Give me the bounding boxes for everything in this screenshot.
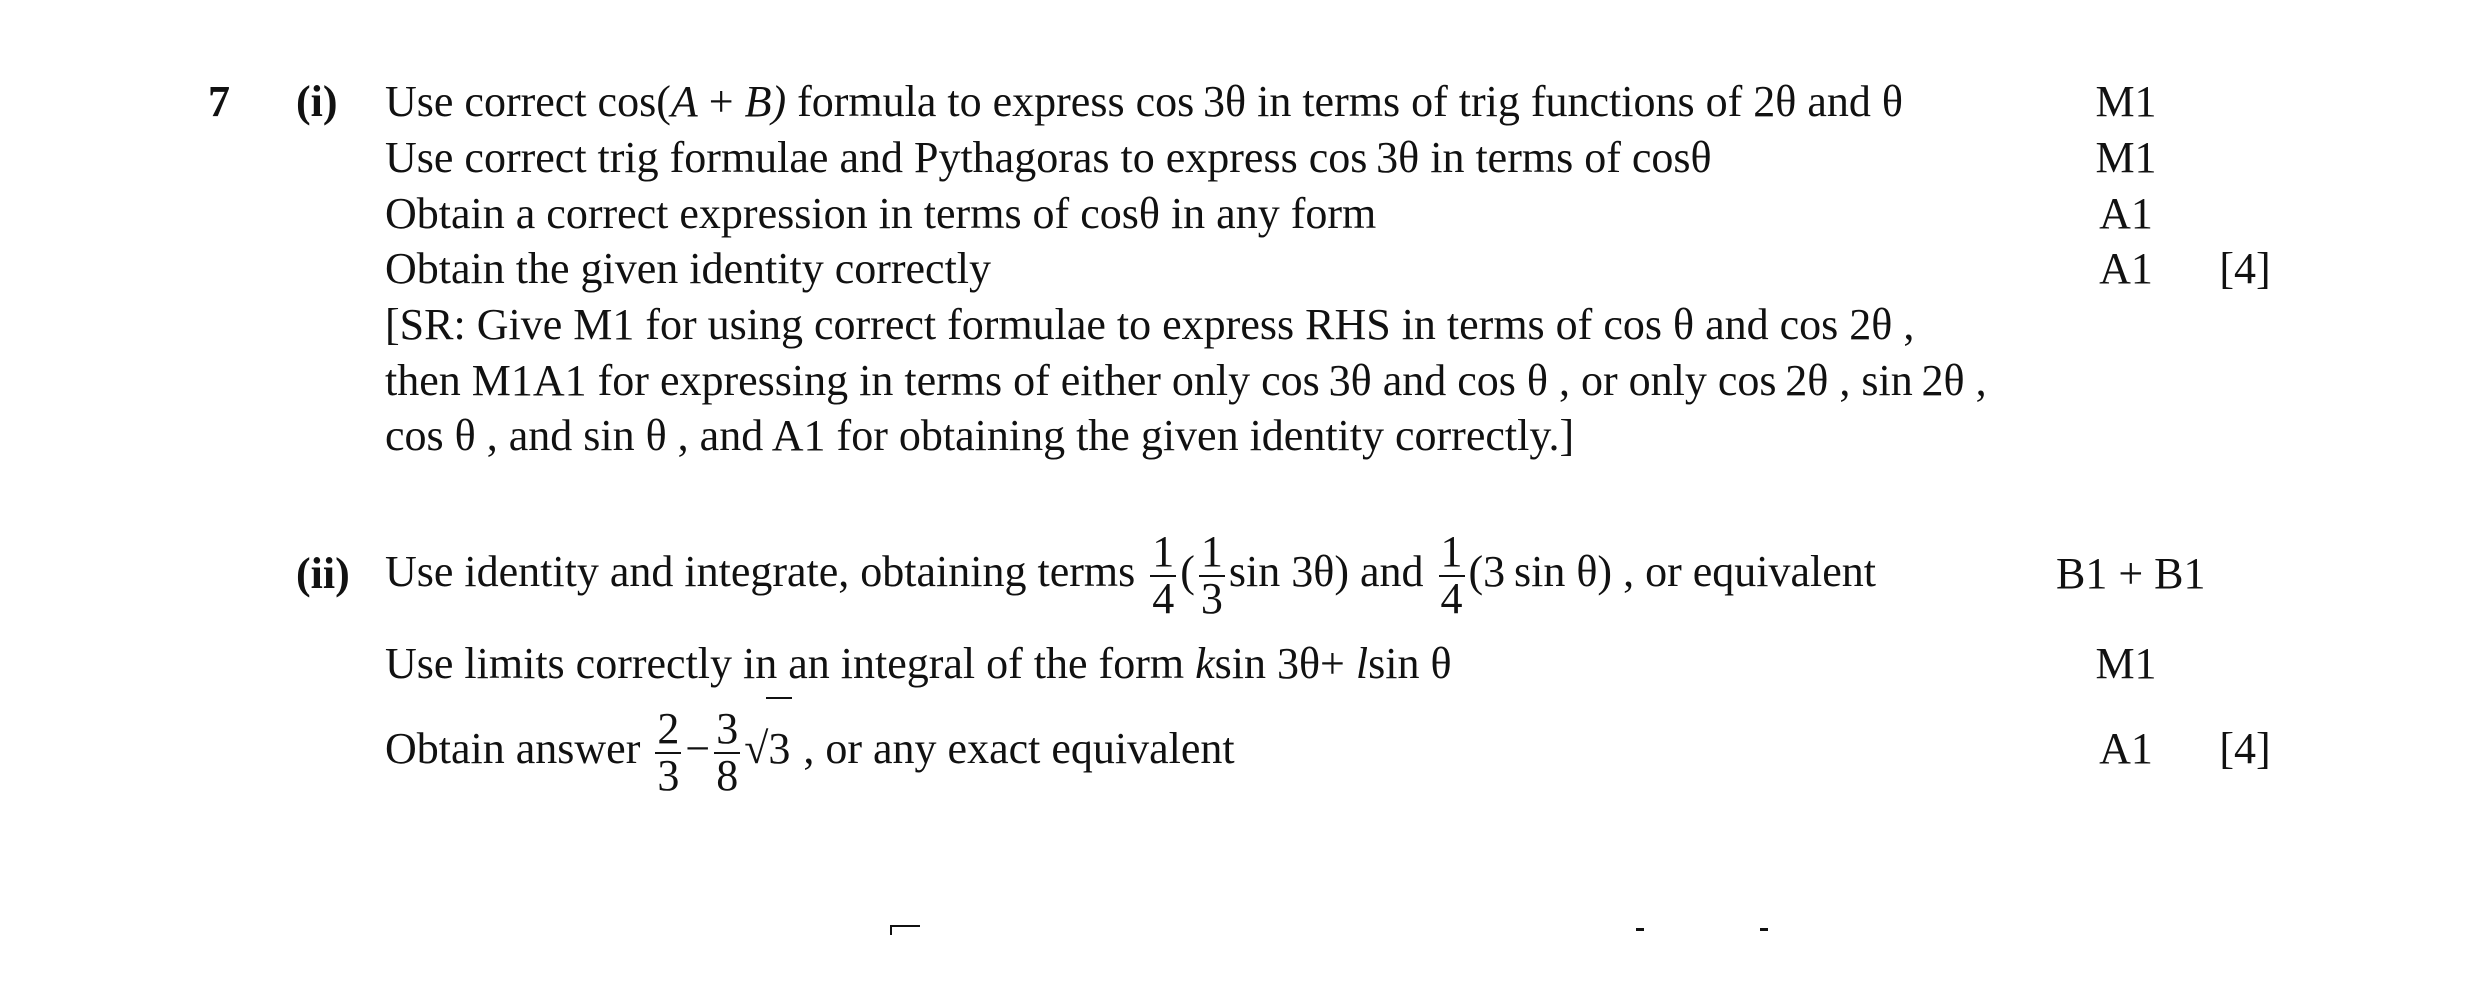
frac-den: 4 bbox=[1152, 573, 1175, 623]
frac-den: 3 bbox=[657, 750, 680, 800]
mark-i-2: M1 bbox=[2095, 133, 2157, 182]
open-paren: ( bbox=[1180, 547, 1195, 596]
mark-ii-3: A1 bbox=[2099, 724, 2153, 773]
frac-num: 2 bbox=[657, 704, 680, 754]
line-ii3-post: , or any exact equivalent bbox=[792, 724, 1235, 773]
special-ruling-line-1: [SR: Give M1 for using correct formulae to express RHS in terms of cos θ and cos 2θ , bbox=[385, 300, 1915, 349]
part-ii-label: (ii) bbox=[296, 549, 350, 598]
mark-i-1: M1 bbox=[2095, 77, 2157, 126]
total-ii: [4] bbox=[2219, 724, 2271, 773]
line-ii2-pre: Use limits correctly in an integral of the form bbox=[385, 639, 1196, 688]
square-root-value: 3 bbox=[766, 697, 792, 799]
line-1-pre: Use correct cos( bbox=[385, 77, 671, 126]
line-1-plus: + bbox=[697, 77, 745, 126]
part-i-line-1 bbox=[385, 77, 1903, 126]
mark-i-3: A1 bbox=[2099, 189, 2153, 238]
frac-num: 1 bbox=[1152, 527, 1175, 577]
and-text: and bbox=[1349, 547, 1435, 596]
term-3-sin-theta: (3 sin θ) , or equivalent bbox=[1468, 547, 1876, 596]
frac-den: 3 bbox=[1200, 573, 1223, 623]
mark-ii-2: M1 bbox=[2095, 639, 2157, 688]
square-root-sign: √ bbox=[744, 724, 769, 773]
coefficient-l: l bbox=[1355, 639, 1369, 688]
clipped-fragment bbox=[890, 925, 892, 935]
frac-num: 1 bbox=[1200, 527, 1223, 577]
part-ii-line-2 bbox=[385, 639, 1452, 688]
line-ii2-post: sin θ bbox=[1368, 639, 1452, 688]
fraction-three-eighths bbox=[714, 704, 740, 800]
frac-num: 3 bbox=[716, 704, 739, 754]
special-ruling-line-3: cos θ , and sin θ , and A1 for obtaining the given identity correctly.] bbox=[385, 411, 1575, 460]
minus-sign: − bbox=[685, 724, 711, 773]
part-ii-line-3 bbox=[385, 697, 1235, 799]
frac-den: 8 bbox=[716, 750, 739, 800]
line-1-a: A bbox=[670, 77, 698, 126]
frac-num: 1 bbox=[1440, 527, 1463, 577]
part-ii-line-1 bbox=[385, 522, 1876, 622]
part-i-line-3: Obtain a correct expression in terms of cosθ in any form bbox=[385, 189, 1377, 238]
term-sin-3theta: sin 3θ) bbox=[1228, 547, 1349, 596]
line-1-b: B) bbox=[744, 77, 787, 126]
total-i: [4] bbox=[2219, 244, 2271, 293]
line-ii3-pre: Obtain answer bbox=[385, 724, 641, 773]
part-i-line-4: Obtain the given identity correctly bbox=[385, 244, 992, 293]
part-i-line-2: Use correct trig formulae and Pythagoras to express cos 3θ in terms of cosθ bbox=[385, 133, 1712, 182]
line-ii1-pre: Use identity and integrate, obtaining terms bbox=[385, 547, 1136, 596]
clipped-fragment bbox=[890, 925, 920, 927]
question-number: 7 bbox=[208, 77, 230, 126]
mark-ii-1: B1 + B1 bbox=[2056, 549, 2206, 598]
line-1-post: formula to express cos 3θ in terms of trig functions of 2θ and θ bbox=[786, 77, 1903, 126]
frac-den: 4 bbox=[1440, 573, 1463, 623]
fraction-one-quarter bbox=[1150, 527, 1176, 623]
clipped-fragment bbox=[1760, 928, 1768, 931]
coefficient-k: k bbox=[1195, 639, 1215, 688]
clipped-fragment bbox=[1636, 928, 1644, 931]
fraction-one-third bbox=[1199, 527, 1225, 623]
fraction-two-thirds bbox=[655, 704, 681, 800]
mark-i-4: A1 bbox=[2099, 244, 2153, 293]
fraction-one-quarter-2 bbox=[1439, 527, 1465, 623]
special-ruling-line-2: then M1A1 for expressing in terms of either only cos 3θ and cos θ , or only cos 2θ , sin 2θ , bbox=[385, 356, 1987, 405]
line-ii2-mid: sin 3θ+ bbox=[1214, 639, 1356, 688]
part-i-label: (i) bbox=[296, 77, 338, 126]
